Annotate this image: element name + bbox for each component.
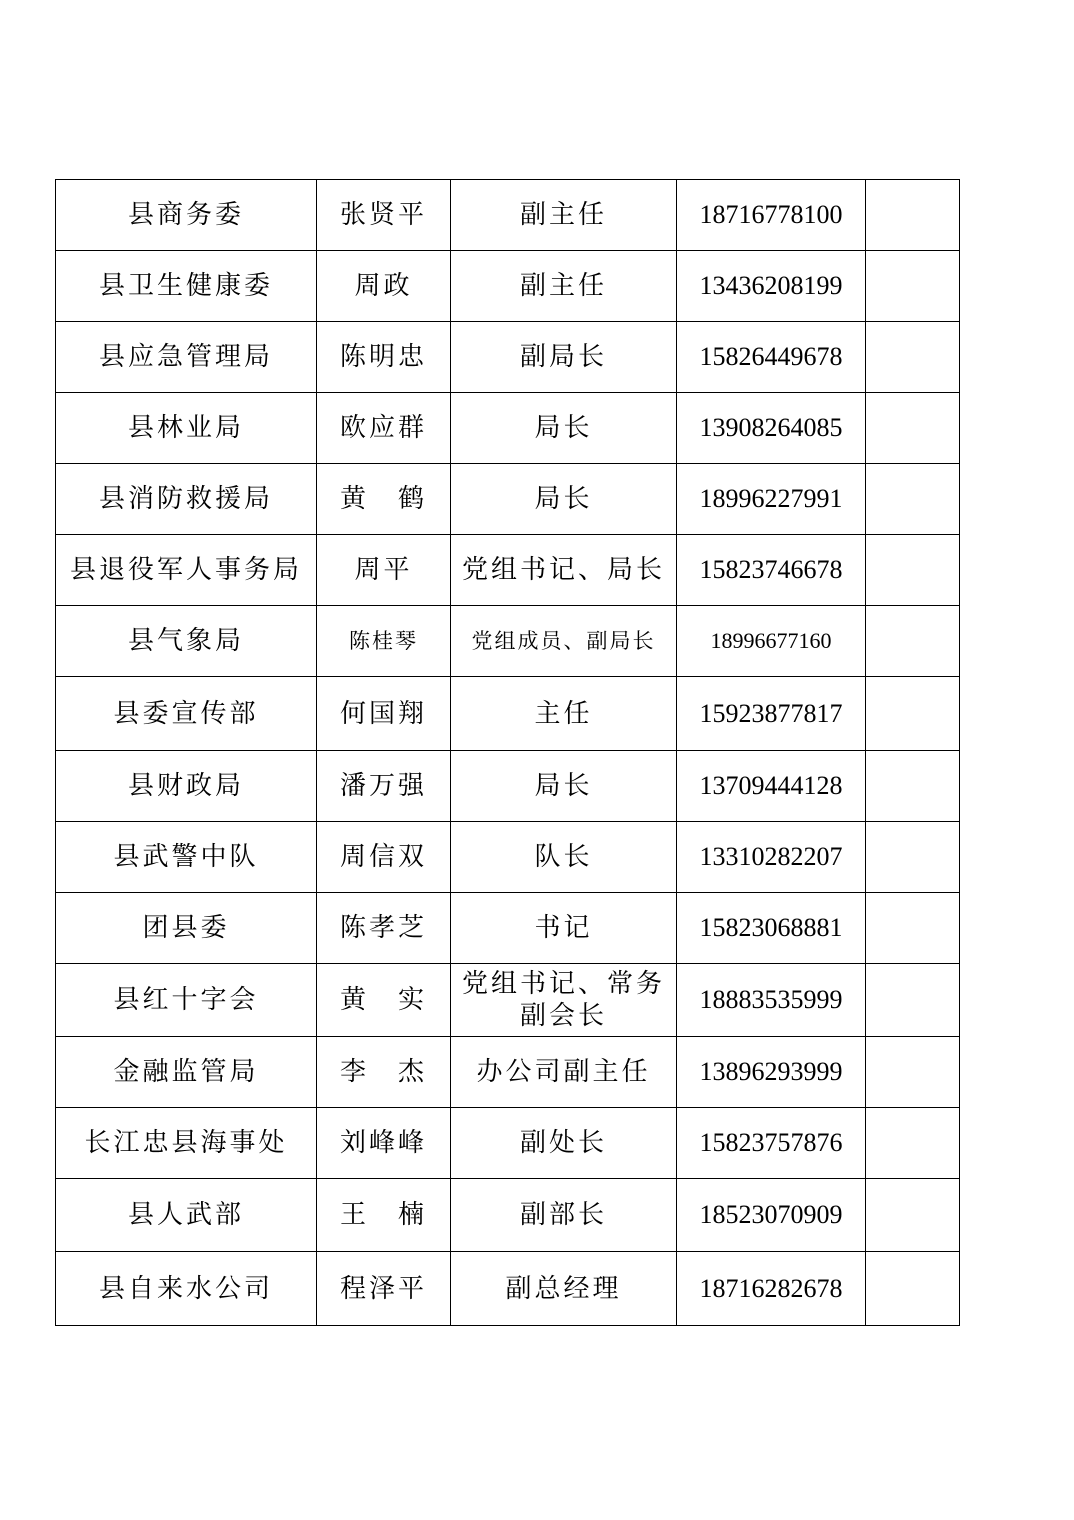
unit-cell: 县红十字会 [56, 964, 317, 1037]
contact-table [55, 179, 960, 1326]
title-cell: 局长 [451, 464, 677, 535]
phone-cell: 15823746678 [677, 535, 866, 606]
unit-cell: 县自来水公司 [56, 1252, 317, 1326]
title-cell: 局长 [451, 393, 677, 464]
note-cell [866, 464, 960, 535]
phone-cell: 18716778100 [677, 180, 866, 251]
unit-cell: 团县委 [56, 893, 317, 964]
note-cell [866, 1037, 960, 1108]
phone-cell: 15823757876 [677, 1108, 866, 1179]
phone-cell: 15826449678 [677, 322, 866, 393]
table-row [56, 606, 960, 677]
note-cell [866, 677, 960, 751]
name-cell: 周政 [317, 251, 451, 322]
name-cell: 何国翔 [317, 677, 451, 751]
unit-cell: 县委宣传部 [56, 677, 317, 751]
table-row [56, 1037, 960, 1108]
name-cell: 刘峰峰 [317, 1108, 451, 1179]
table-row [56, 893, 960, 964]
note-cell [866, 1179, 960, 1252]
phone-cell: 18883535999 [677, 964, 866, 1037]
note-cell [866, 535, 960, 606]
title-cell: 党组书记、局长 [451, 535, 677, 606]
name-cell: 张贤平 [317, 180, 451, 251]
table-row [56, 322, 960, 393]
table-row [56, 464, 960, 535]
phone-cell: 13709444128 [677, 751, 866, 822]
phone-cell: 13436208199 [677, 251, 866, 322]
note-cell [866, 606, 960, 677]
name-cell: 李 杰 [317, 1037, 451, 1108]
table-row [56, 1108, 960, 1179]
unit-cell: 县消防救援局 [56, 464, 317, 535]
unit-cell: 县应急管理局 [56, 322, 317, 393]
note-cell [866, 1252, 960, 1326]
title-cell: 局长 [451, 751, 677, 822]
title-cell: 党组书记、常务副会长 [451, 964, 677, 1037]
name-cell: 陈明忠 [317, 322, 451, 393]
unit-cell: 县卫生健康委 [56, 251, 317, 322]
title-cell: 党组成员、副局长 [451, 606, 677, 677]
title-cell: 主任 [451, 677, 677, 751]
name-cell: 程泽平 [317, 1252, 451, 1326]
name-cell: 黄 实 [317, 964, 451, 1037]
table-row [56, 964, 960, 1037]
title-cell: 副主任 [451, 251, 677, 322]
name-cell: 欧应群 [317, 393, 451, 464]
name-cell: 王 楠 [317, 1179, 451, 1252]
unit-cell: 县人武部 [56, 1179, 317, 1252]
phone-cell: 15923877817 [677, 677, 866, 751]
title-cell: 书记 [451, 893, 677, 964]
unit-cell: 县林业局 [56, 393, 317, 464]
unit-cell: 长江忠县海事处 [56, 1108, 317, 1179]
name-cell: 黄 鹤 [317, 464, 451, 535]
title-cell: 副局长 [451, 322, 677, 393]
note-cell [866, 180, 960, 251]
name-cell: 潘万强 [317, 751, 451, 822]
phone-cell: 18996227991 [677, 464, 866, 535]
table-row [56, 822, 960, 893]
title-cell: 副处长 [451, 1108, 677, 1179]
phone-cell: 13908264085 [677, 393, 866, 464]
table-row [56, 251, 960, 322]
table-row [56, 393, 960, 464]
name-cell: 周平 [317, 535, 451, 606]
note-cell [866, 822, 960, 893]
title-cell: 队长 [451, 822, 677, 893]
table-row [56, 751, 960, 822]
unit-cell: 县商务委 [56, 180, 317, 251]
note-cell [866, 322, 960, 393]
name-cell: 陈孝芝 [317, 893, 451, 964]
note-cell [866, 1108, 960, 1179]
name-cell: 周信双 [317, 822, 451, 893]
note-cell [866, 964, 960, 1037]
title-cell: 副总经理 [451, 1252, 677, 1326]
unit-cell: 县武警中队 [56, 822, 317, 893]
phone-cell: 13896293999 [677, 1037, 866, 1108]
unit-cell: 县财政局 [56, 751, 317, 822]
unit-cell: 县退役军人事务局 [56, 535, 317, 606]
phone-cell: 13310282207 [677, 822, 866, 893]
table-row [56, 1179, 960, 1252]
phone-cell: 18996677160 [677, 606, 866, 677]
table-row [56, 1252, 960, 1326]
note-cell [866, 251, 960, 322]
phone-cell: 18523070909 [677, 1179, 866, 1252]
note-cell [866, 393, 960, 464]
unit-cell: 金融监管局 [56, 1037, 317, 1108]
title-cell: 副部长 [451, 1179, 677, 1252]
table-row [56, 677, 960, 751]
name-cell: 陈桂琴 [317, 606, 451, 677]
table-row [56, 535, 960, 606]
note-cell [866, 751, 960, 822]
phone-cell: 18716282678 [677, 1252, 866, 1326]
title-cell: 办公司副主任 [451, 1037, 677, 1108]
note-cell [866, 893, 960, 964]
phone-cell: 15823068881 [677, 893, 866, 964]
title-cell: 副主任 [451, 180, 677, 251]
table-row [56, 180, 960, 251]
unit-cell: 县气象局 [56, 606, 317, 677]
